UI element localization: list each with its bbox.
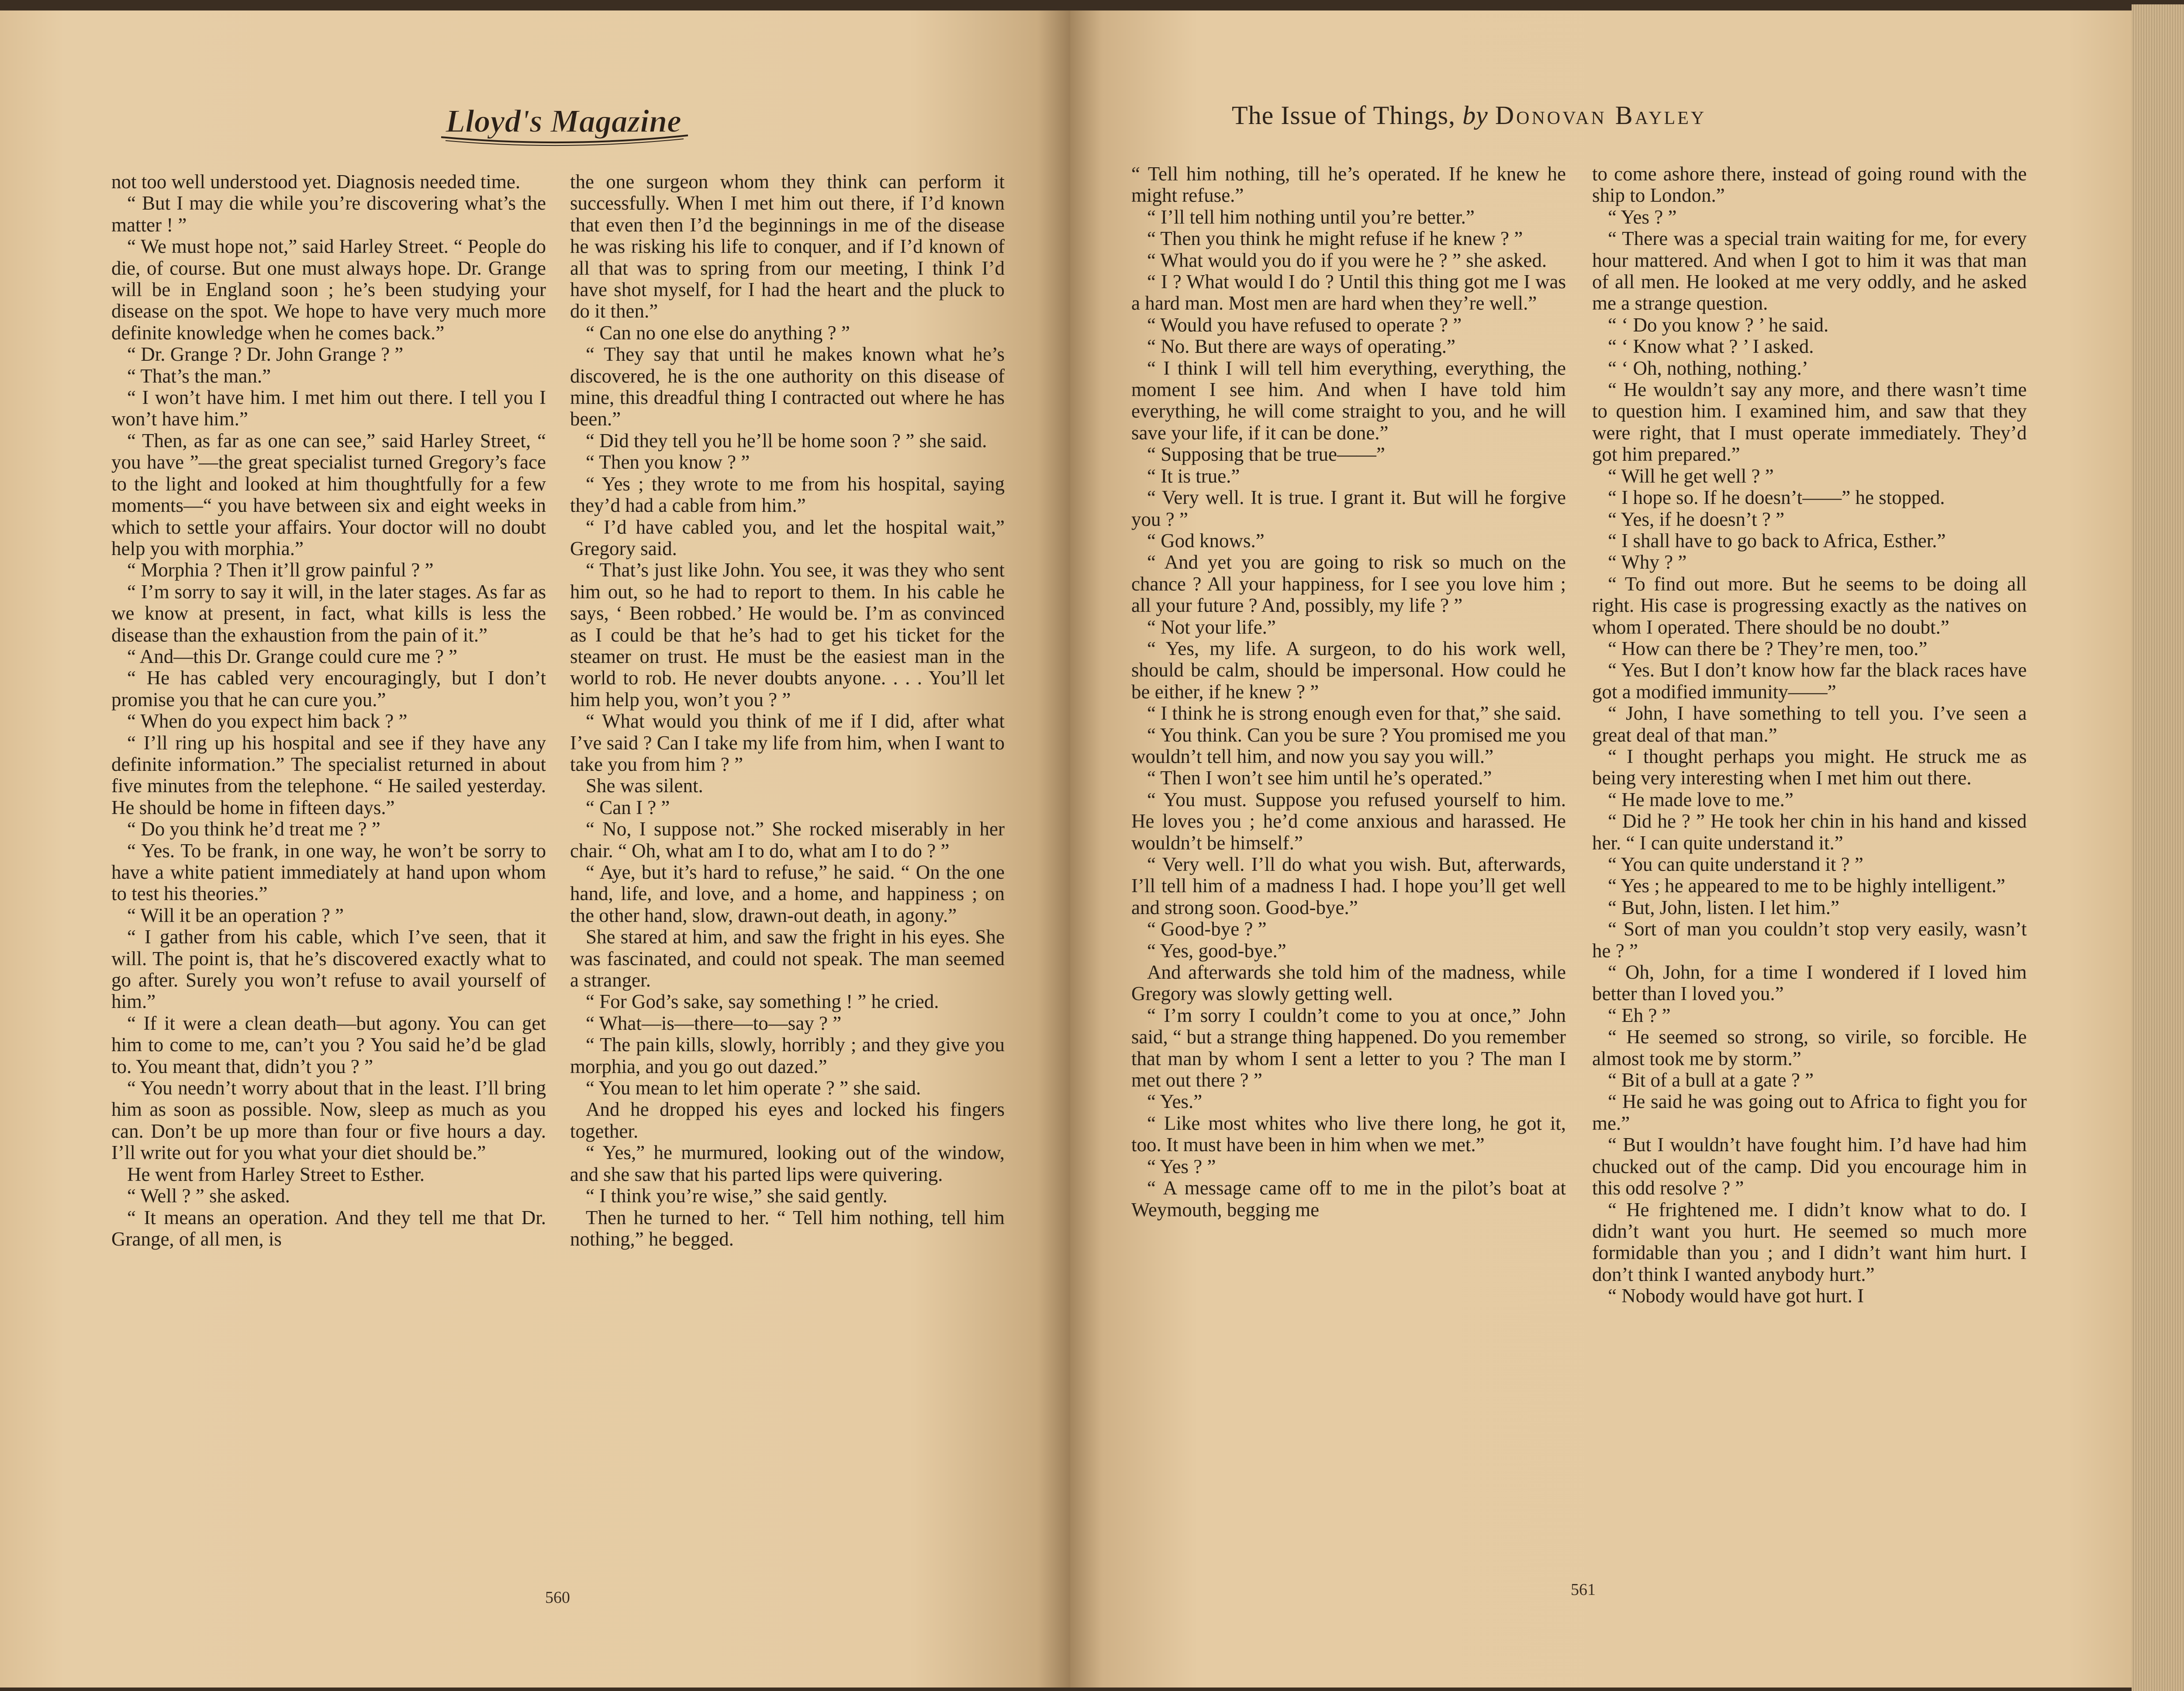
paragraph: “ Can no one else do anything ? ” (586, 321, 850, 344)
left-page-column-2 (570, 171, 1005, 1250)
paragraph: “ ‘ Do you know ? ’ he said. (1608, 314, 1829, 336)
paragraph: “ Bit of a bull at a gate ? ” (1608, 1069, 1814, 1091)
paragraph: “ To find out more. But he seems to be doing all right. His case is progressing exactly as the natives on whom I operated. There should be no doubt.” (1592, 573, 2027, 638)
paragraph: “ But I may die while you’re discovering what’s the matter ! ” (111, 192, 546, 236)
paragraph: “ Will he get well ? ” (1608, 465, 1774, 487)
paragraph: “ Very well. It is true. I grant it. But will he forgive you ? ” (1131, 487, 1566, 530)
paragraph: “ I hope so. If he doesn’t——” he stopped. (1608, 487, 1945, 509)
paragraph: “ Yes ? ” (1608, 206, 1677, 228)
paragraph: “ Yes, my life. A surgeon, to do his work well, should be calm, should be impersonal. How could he be either, if he knew ? ” (1131, 637, 1566, 703)
paragraph: “ And—this Dr. Grange could cure me ? ” (127, 645, 458, 667)
paragraph: “ Dr. Grange ? Dr. John Grange ? ” (127, 343, 404, 366)
paragraph: “ I’ll ring up his hospital and see if they have any definite information.” The specialist returned in about five minutes from the telephone. “ He sailed yesterday. He should be home in fifteen days.” (111, 732, 546, 818)
paragraph: “ You needn’t worry about that in the least. I’ll bring him as soon as possible. Now, sleep as much as you can. Don’t be up more than four or five hours a day. I’ll write out for you what your diet should be.” (111, 1077, 546, 1164)
paragraph: “ I’m sorry to say it will, in the later stages. As far as we know at present, in fact, what kills is less the disease than the exhaustion from the pain of it.” (111, 580, 546, 646)
paragraph: to come ashore there, instead of going round with the ship to London.” (1592, 163, 2027, 207)
paragraph: “ I’ll tell him nothing until you’re better.” (1147, 206, 1475, 228)
paragraph: “ You can quite understand it ? ” (1608, 853, 1863, 875)
paragraph: “ John, I have something to tell you. I’ve seen a great deal of that man.” (1592, 702, 2027, 746)
paragraph: “ No, I suppose not.” She rocked miserably in her chair. “ Oh, what am I to do, what am I to do ? ” (570, 818, 1005, 862)
paragraph: “ We must hope not,” said Harley Street. “ People do die, of course. But one must always hope. Dr. Grange will be in England soon ; he’s been studying your disease on the spot. We hope to have very much more definite knowledge when he comes back.” (111, 235, 546, 344)
paragraph: “ It means an operation. And they tell me that Dr. Grange, of all men, is (111, 1206, 546, 1250)
paragraph: And afterwards she told him of the madness, while Gregory was slowly getting well. (1131, 961, 1566, 1005)
byline-by: by (1462, 101, 1488, 130)
paragraph: “ I won’t have him. I met him out there. I tell you I won’t have him.” (111, 387, 546, 430)
paragraph: “ How can there be ? They’re men, too.” (1608, 637, 1928, 659)
paragraph: “ Do you think he’d treat me ? ” (127, 818, 380, 840)
paragraph: “ What—is—there—to—say ? ” (586, 1012, 842, 1034)
running-head (1232, 100, 1931, 144)
paragraph: “ Tell him nothing, till he’s operated. If he knew he might refuse.” (1131, 163, 1566, 207)
paragraph: “ Nobody would have got hurt. I (1608, 1285, 1864, 1307)
paragraph: “ Well ? ” she asked. (127, 1185, 290, 1207)
paragraph: “ ‘ Know what ? ’ I asked. (1608, 335, 1814, 358)
paragraph: “ Good-bye ? ” (1147, 918, 1267, 940)
paragraph: “ He has cabled very encouragingly, but I don’t promise you that he can cure you.” (111, 667, 546, 711)
paragraph: “ I think you’re wise,” she said gently. (586, 1185, 888, 1207)
paragraph: “ Yes ; they wrote to me from his hospital, saying they’d had a cable from him.” (570, 473, 1005, 517)
paragraph: the one surgeon whom they think can perform it successfully. When I met him out there, if I’d known that even then I’d the beginnings in me of the disease he was risking his life to conquer, and if I’d known of all that was to spring from our meeting, I think I’d have shot myself, for I had the heart and the pluck to do it then.” (570, 171, 1005, 322)
paragraph: “ Supposing that be true——” (1147, 443, 1385, 466)
paragraph: “ When do you expect him back ? ” (127, 710, 408, 732)
paragraph: “ Did he ? ” He took her chin in his hand and kissed her. “ I can quite understand it.” (1592, 810, 2027, 854)
paragraph: “ You must. Suppose you refused yourself to him. He loves you ; he’d come anxious and harassed. He wouldn’t be himself.” (1131, 788, 1566, 854)
paragraph: “ I’d have cabled you, and let the hospital wait,” Gregory said. (570, 516, 1005, 559)
paragraph: “ Will it be an operation ? ” (127, 904, 344, 926)
paragraph: “ Yes ? ” (1147, 1155, 1216, 1177)
paragraph: “ Yes,” he murmured, looking out of the window, and she saw that his parted lips were quivering. (570, 1142, 1005, 1185)
paragraph: “ Morphia ? Then it’ll grow painful ? ” (127, 559, 434, 581)
paragraph: “ Would you have refused to operate ? ” (1147, 314, 1462, 336)
paragraph: “ What would you do if you were he ? ” she asked. (1147, 249, 1547, 271)
paragraph: “ Why ? ” (1608, 551, 1687, 573)
paragraph: “ But, John, listen. I let him.” (1608, 896, 1839, 918)
paragraph: “ What would you think of me if I did, after what I’ve said ? Can I take my life from him, when I want to take you from him ? ” (570, 710, 1005, 775)
paragraph: Then he turned to her. “ Tell him nothing, tell him nothing,” he begged. (570, 1206, 1005, 1250)
right-page-column-1 (1131, 163, 1566, 1221)
paragraph: “ He wouldn’t say any more, and there wasn’t time to question him. I examined him, and saw that they were right, that I must operate immediately. They’d got him prepared.” (1592, 379, 2027, 466)
paragraph: “ If it were a clean death—but agony. You can get him to come to me, can’t you ? You said he’d be glad to. You meant that, didn’t you ? ” (111, 1012, 546, 1077)
masthead-text: Lloyd's Magazine (445, 104, 681, 139)
left-page-column-1 (111, 171, 546, 1250)
paragraph: “ No. But there are ways of operating.” (1147, 335, 1455, 358)
paragraph: “ I gather from his cable, which I’ve seen, that it will. The point is, that he’s discovered exactly what to go after. Surely you won’t refuse to avail yourself of him.” (111, 926, 546, 1013)
paragraph: “ Did they tell you he’ll be home soon ? ” she said. (586, 429, 987, 452)
paragraph: “ Yes, good-bye.” (1147, 939, 1286, 962)
paragraph: “ He seemed so strong, so virile, so forcible. He almost took me by storm.” (1592, 1026, 2027, 1070)
paragraph: “ ‘ Oh, nothing, nothing.’ (1608, 357, 1808, 379)
paragraph: “ There was a special train waiting for me, for every hour mattered. And when I got to him it was that man of all men. He looked at me very oddly, and he asked me a strange question. (1592, 228, 2027, 314)
paragraph: “ He made love to me.” (1608, 788, 1794, 811)
paragraph: “ For God’s sake, say something ! ” he cried. (586, 990, 939, 1013)
paragraph: “ Like most whites who live there long, he got it, too. It must have been in him when we met.” (1131, 1112, 1566, 1156)
right-page-column-2 (1592, 163, 2027, 1307)
page-edges (2132, 4, 2184, 1691)
paragraph: “ I think he is strong enough even for that,” she said. (1147, 702, 1562, 725)
paragraph: “ But I wouldn’t have fought him. I’d have had him chucked out of the camp. Did you encourage him in this odd resolve ? ” (1592, 1134, 2027, 1199)
paragraph: not too well understood yet. Diagnosis needed time. (111, 171, 521, 193)
paragraph: “ Then you know ? ” (586, 451, 750, 473)
paragraph: “ Very well. I’ll do what you wish. But, afterwards, I’ll tell him of a madness I had. I hope you’ll get well and strong soon. Good-bye.” (1131, 853, 1566, 918)
paragraph: “ That’s just like John. You see, it was they who sent him out, so he had to report to them. In his cable he says, ‘ Been robbed.’ He would be. I’m as convinced as I could be that he’s had to get his ticket for the steamer on trust. He must be the easiest man in the world to rob. He never doubts anyone. . . . You’ll let him help you, won’t you ? ” (570, 559, 1005, 711)
paragraph: “ Eh ? ” (1608, 1004, 1671, 1026)
paragraph: “ A message came off to me in the pilot’s boat at Weymouth, begging me (1131, 1177, 1566, 1221)
paragraph: “ Sort of man you couldn’t stop very easily, wasn’t he ? ” (1592, 918, 2027, 962)
paragraph: She was silent. (586, 775, 703, 797)
paragraph: “ Can I ? ” (586, 796, 670, 818)
story-title: The Issue of Things, (1232, 101, 1456, 130)
paragraph: And he dropped his eyes and locked his fingers together. (570, 1098, 1005, 1142)
author-name: Donovan Bayley (1495, 101, 1707, 130)
paragraph: “ He said he was going out to Africa to fight you for me.” (1592, 1091, 2027, 1134)
paragraph: “ Then, as far as one can see,” said Harley Street, “ you have ”—the great specialist turned Gregory’s face to the light and looked at him thoughtfully for a few moments—“ you have between six and eight weeks in which to settle your affairs. Your doctor will no doubt help you with morphia.” (111, 429, 546, 559)
page-number-right: 561 (1571, 1581, 1596, 1599)
paragraph: “ I shall have to go back to Africa, Esther.” (1608, 529, 1946, 552)
masthead-logo (432, 97, 695, 149)
paragraph: “ You think. Can you be sure ? You promised me you wouldn’t tell him, and now you say you will.” (1131, 724, 1566, 767)
paragraph: “ Then you think he might refuse if he knew ? ” (1147, 228, 1523, 250)
paragraph: “ Yes, if he doesn’t ? ” (1608, 508, 1785, 530)
paragraph: “ God knows.” (1147, 529, 1265, 552)
paragraph: “ Yes.” (1147, 1091, 1203, 1113)
paragraph: “ I ? What would I do ? Until this thing got me I was a hard man. Most men are hard when they’re well.” (1131, 271, 1566, 314)
paragraph: “ Oh, John, for a time I wondered if I loved him better than I loved you.” (1592, 961, 2027, 1005)
paragraph: “ The pain kills, slowly, horribly ; and they give you morphia, and you go out dazed.” (570, 1034, 1005, 1077)
paragraph: “ That’s the man.” (127, 365, 271, 387)
paragraph: “ I thought perhaps you might. He struck me as being very interesting when I met him out there. (1592, 745, 2027, 789)
paragraph: “ Yes. To be frank, in one way, he won’t be sorry to have a white patient immediately at hand upon whom to test his theories.” (111, 839, 546, 905)
paragraph: “ Then I won’t see him until he’s operated.” (1147, 767, 1492, 789)
paragraph: He went from Harley Street to Esther. (127, 1163, 425, 1185)
paragraph: “ I think I will tell him everything, everything, the moment I see him. And when I have told him everything, he will come straight to you, and he will save your life, if it can be done.” (1131, 357, 1566, 444)
paragraph: “ Aye, but it’s hard to refuse,” he said. “ On the one hand, life, and love, and a home, and happiness ; on the other hand, slow, drawn-out death, in agony.” (570, 861, 1005, 926)
paragraph: She stared at him, and saw the fright in his eyes. She was fascinated, and could not speak. The man seemed a stranger. (570, 926, 1005, 991)
page-number-left: 560 (545, 1588, 570, 1607)
paragraph: “ And yet you are going to risk so much on the chance ? All your happiness, for I see you love him ; all your future ? And, possibly, my life ? ” (1131, 551, 1566, 617)
paragraph: “ Yes ; he appeared to me to be highly intelligent.” (1608, 875, 2005, 897)
paragraph: “ I’m sorry I couldn’t come to you at once,” John said, “ but a strange thing happened. Do you remember that man by whom I sent a letter to you ? The man I met out there ? ” (1131, 1004, 1566, 1091)
paragraph: “ Yes. But I don’t know how far the black races have got a modified immunity——” (1592, 659, 2027, 703)
paragraph: “ You mean to let him operate ? ” she said. (586, 1077, 921, 1099)
paragraph: “ He frightened me. I didn’t know what to do. I didn’t want you hurt. He seemed so much more formidable than you ; and I didn’t want him hurt. I don’t think I wanted anybody hurt.” (1592, 1198, 2027, 1285)
paragraph: “ They say that until he makes known what he’s discovered, he is the one authority on this disease of mine, this dreadful thing I contracted out where he has been.” (570, 343, 1005, 430)
paragraph: “ Not your life.” (1147, 616, 1276, 638)
paragraph: “ It is true.” (1147, 465, 1240, 487)
